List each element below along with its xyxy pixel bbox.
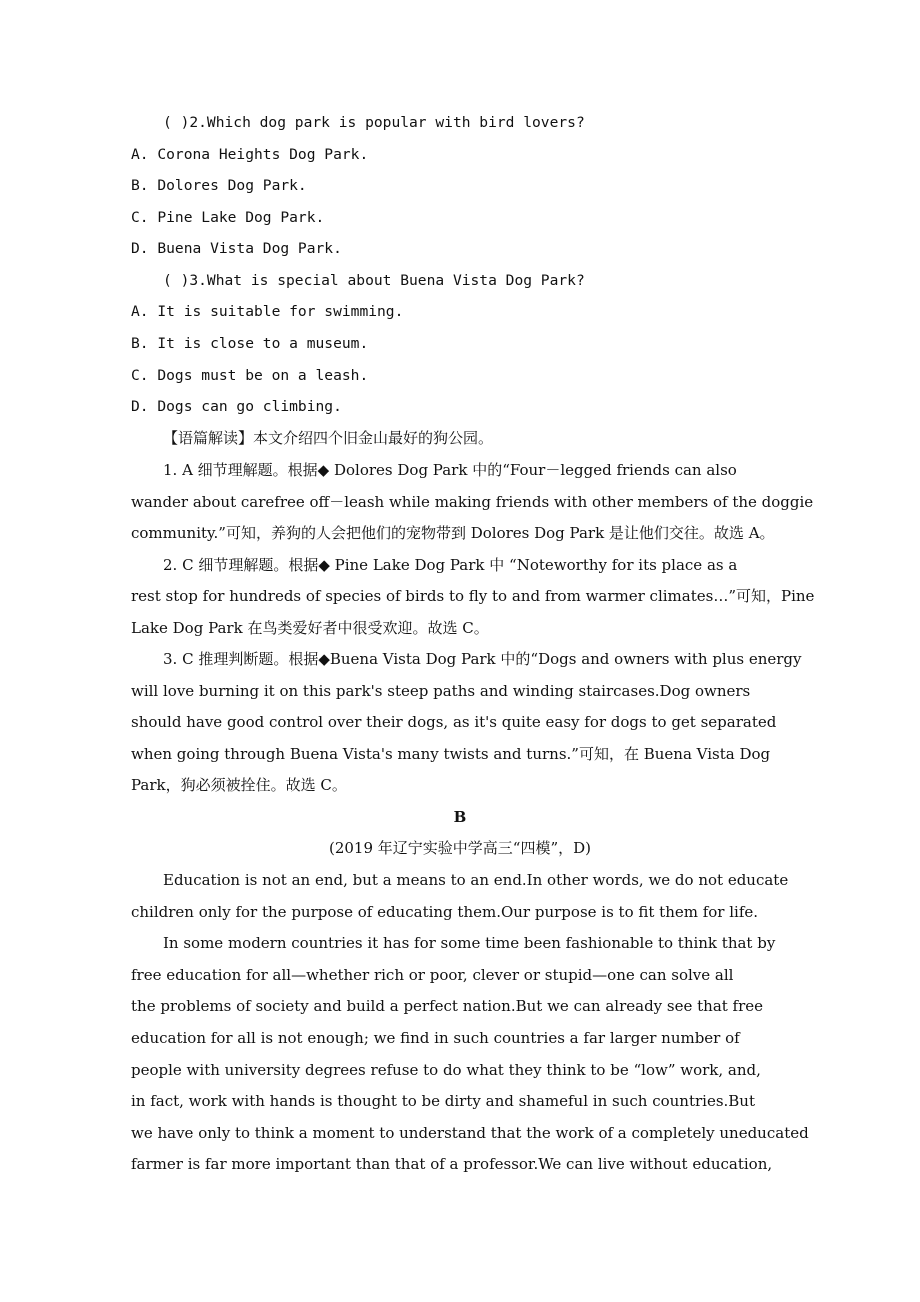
answer-3-line-4: when going through Buena Vista's many twists and turns.”可知，在 Buena Vista Dog — [131, 745, 771, 763]
question-2-option-a: A. Corona Heights Dog Park. — [131, 146, 369, 163]
section-source: (2019 年辽宁实验中学高三“四模”，D) — [328, 839, 591, 857]
question-3-option-c: C. Dogs must be on a leash. — [131, 367, 369, 384]
passage-para-2-line-3: the problems of society and build a perfect nation.But we can already see that free — [131, 997, 764, 1015]
passage-para-2-line-4: education for all is not enough; we find in such countries a far larger number of — [131, 1029, 740, 1047]
answer-1-line-3: community.”可知，养狗的人会把他们的宠物带到 Dolores Dog Park 是让他们交往。故选 A。 — [131, 524, 775, 542]
question-2-stem: ( )2.Which dog park is popular with bird lovers? — [163, 114, 585, 131]
question-2-option-d: D. Buena Vista Dog Park. — [131, 240, 342, 257]
question-3-option-d: D. Dogs can go climbing. — [131, 398, 342, 415]
analysis-heading: 【语篇解读】本文介绍四个旧金山最好的狗公园。 — [163, 429, 494, 447]
question-2-option-b: B. Dolores Dog Park. — [131, 177, 307, 194]
answer-3-line-2: will love burning it on this park's steep paths and winding staircases.Dog owners — [131, 682, 751, 700]
question-3-stem: ( )3.What is special about Buena Vista Dog Park? — [163, 272, 585, 289]
answer-3-line-1: 3. C 推理判断题。根据◆Buena Vista Dog Park 中的“Dogs and owners with plus energy — [163, 650, 802, 668]
passage-para-1-line-1: Education is not an end, but a means to an end.In other words, we do not educate — [163, 871, 789, 889]
question-3-option-a: A. It is suitable for swimming. — [131, 303, 404, 320]
section-letter: B — [453, 808, 467, 826]
answer-3-line-3: should have good control over their dogs, as it's quite easy for dogs to get separated — [131, 713, 777, 731]
answer-2-line-3: Lake Dog Park 在鸟类爱好者中很受欢迎。故选 C。 — [131, 619, 489, 637]
answer-2-line-1: 2. C 细节理解题。根据◆ Pine Lake Dog Park 中 “Noteworthy for its place as a — [163, 556, 738, 574]
question-3-option-b: B. It is close to a museum. — [131, 335, 369, 352]
passage-para-2-line-8: farmer is far more important than that of a professor.We can live without education, — [131, 1155, 773, 1173]
answer-2-line-2: rest stop for hundreds of species of birds to fly to and from warmer climates…”可知，Pine — [131, 587, 815, 605]
passage-para-2-line-6: in fact, work with hands is thought to be dirty and shameful in such countries.But — [131, 1092, 755, 1110]
answer-1-line-1: 1. A 细节理解题。根据◆ Dolores Dog Park 中的“Four－legged friends can also — [163, 461, 737, 479]
passage-para-1-line-2: children only for the purpose of educating them.Our purpose is to fit them for life. — [131, 903, 759, 921]
answer-1-line-2: wander about carefree off－leash while making friends with other members of the doggie — [131, 493, 814, 511]
passage-para-2-line-7: we have only to think a moment to understand that the work of a completely uneducated — [131, 1124, 809, 1142]
answer-3-line-5: Park，狗必须被拴住。故选 C。 — [131, 776, 347, 794]
passage-para-2-line-5: people with university degrees refuse to do what they think to be “low” work, and, — [131, 1061, 761, 1079]
question-2-option-c: C. Pine Lake Dog Park. — [131, 209, 325, 226]
passage-para-2-line-1: In some modern countries it has for some time been fashionable to think that by — [163, 934, 776, 952]
passage-para-2-line-2: free education for all—whether rich or poor, clever or stupid—one can solve all — [131, 966, 734, 984]
